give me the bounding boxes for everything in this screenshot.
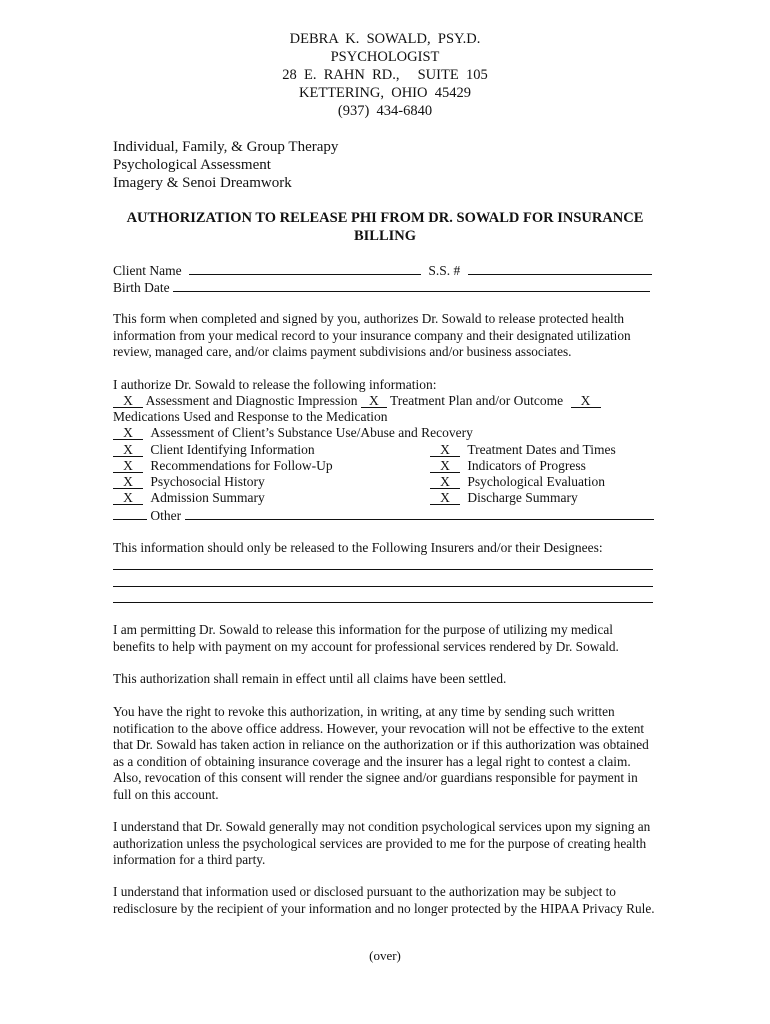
release-row-client-id [113,442,315,458]
checkbox-treatment-plan[interactable]: X [361,394,387,408]
item-medications-label: Medications Used and Response to the Medication [113,409,388,424]
release-row-substance [113,425,473,441]
revoke-paragraph: You have the right to revoke this authorization, in writing, at any time by sending such written notification to the above office address. However, your revocation will not be effective to the extent that Dr. Sowald has taken action in reliance on the authorization or if this authorization was obtained as a condition of obtaining insurance coverage and the insurer has a legal right to contest a claim. Also, revocation of this consent will render the signee and/or guardians responsible for payment in full on this account. [113,704,649,802]
checkbox-substance[interactable]: X [113,426,143,440]
item-substance-label: Assessment of Client’s Substance Use/Abuse and Recovery [150,425,473,440]
birth-date-field[interactable] [173,279,650,292]
authorize-heading: I authorize Dr. Sowald to release the following information: [113,377,437,392]
item-psych-eval-label: Psychological Evaluation [467,474,605,489]
form-title-line2: BILLING [353,228,417,244]
item-psychosocial-label: Psychosocial History [150,474,265,489]
birth-date-row [113,279,650,296]
item-treatment-plan-label: Treatment Plan and/or Outcome [390,393,564,408]
item-admission-label: Admission Summary [150,490,265,505]
condition-paragraph: I understand that Dr. Sowald generally may not condition psychological services upon my signing an authorization unless the psychological services are provided to me for the purpose of creating health information for a third party. [113,819,651,867]
release-row-discharge [430,490,578,506]
item-recommendations-label: Recommendations for Follow-Up [150,458,333,473]
checkbox-assessment[interactable]: X [113,394,143,408]
checkbox-admission[interactable]: X [113,491,143,505]
ss-number-field[interactable] [468,262,652,275]
services-list [113,138,338,192]
office-address-street: 28 E. RAHN RD., SUITE 105 [282,67,488,83]
checkbox-progress[interactable]: X [430,459,460,473]
client-name-label: Client Name [113,263,182,278]
checkbox-other[interactable] [113,519,147,520]
page-footer-over: (over) [369,948,401,963]
psychologist-name: DEBRA K. SOWALD, PSY.D. [289,31,481,47]
office-address-city: KETTERING, OHIO 45429 [299,85,471,101]
service-item: Imagery & Senoi Dreamwork [113,175,292,191]
letterhead [0,30,770,120]
checkbox-client-id[interactable]: X [113,443,143,457]
service-item: Individual, Family, & Group Therapy [113,139,339,155]
form-title [110,209,660,245]
checkbox-discharge[interactable]: X [430,491,460,505]
item-other-label: Other [150,508,182,523]
insurer-line-3[interactable] [113,602,653,603]
office-phone: (937) 434-6840 [337,103,433,119]
insurer-line-1[interactable] [113,569,653,570]
release-row-psych-eval [430,474,605,490]
form-title-line1: AUTHORIZATION TO RELEASE PHI FROM DR. SOWALD FOR INSURANCE [126,210,644,226]
release-row-admission [113,490,265,506]
insurer-line-2[interactable] [113,586,653,587]
psychologist-title: PSYCHOLOGIST [330,49,440,65]
item-client-id-label: Client Identifying Information [150,442,315,457]
client-info-row [113,262,652,279]
item-progress-label: Indicators of Progress [467,458,586,473]
release-row-treatment-dates [430,442,616,458]
service-item: Psychological Assessment [113,157,271,173]
item-assessment-label: Assessment and Diagnostic Impression [145,393,358,408]
checkbox-treatment-dates[interactable]: X [430,443,460,457]
release-row-recommendations [113,458,333,474]
insurers-instruction: This information should only be released to the Following Insurers and/or their Designees: [113,540,603,555]
intro-paragraph: This form when completed and signed by you, authorizes Dr. Sowald to release protected health information from your medical record to your insurance company and their designated utilization review, managed care, and/or claims payment subdivisions and/or business associates. [113,311,631,359]
release-row-other [113,507,654,524]
birth-date-label: Birth Date [113,280,170,295]
checkbox-psych-eval[interactable]: X [430,475,460,489]
other-field[interactable] [185,507,654,520]
permit-paragraph: I am permitting Dr. Sowald to release this information for the purpose of utilizing my medical benefits to help with payment on my account for professional services rendered by Dr. Sowald. [113,622,619,654]
effect-paragraph: This authorization shall remain in effect until all claims have been settled. [113,671,507,686]
checkbox-medications[interactable]: X [571,394,601,408]
ss-label: S.S. # [428,263,461,278]
release-row-1 [113,393,601,409]
checkbox-recommendations[interactable]: X [113,459,143,473]
release-row-psychosocial [113,474,265,490]
checkbox-psychosocial[interactable]: X [113,475,143,489]
item-discharge-label: Discharge Summary [467,490,578,505]
release-row-progress [430,458,586,474]
client-name-field[interactable] [189,262,421,275]
redisclosure-paragraph: I understand that information used or disclosed pursuant to the authorization may be subject to redisclosure by the recipient of your information and no longer protected by the HIPAA Privacy Rule. [113,884,655,916]
item-treatment-dates-label: Treatment Dates and Times [467,442,616,457]
